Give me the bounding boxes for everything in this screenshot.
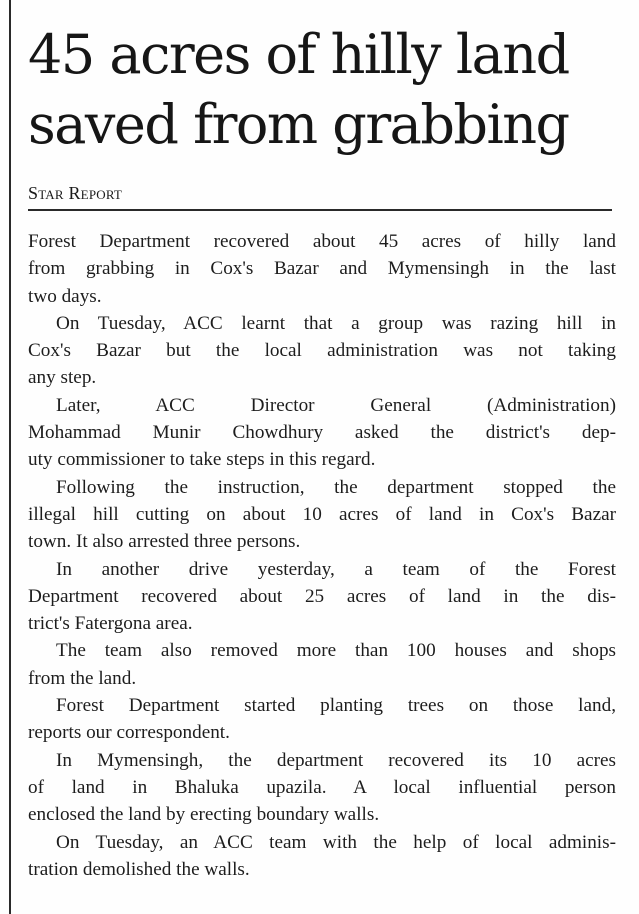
text-line: of land in Bhaluka upazila. A local influential person (28, 776, 616, 798)
text-line: In another drive yesterday, a team of the Forest (56, 558, 616, 580)
headline-line: 45 acres of hilly land (28, 23, 569, 86)
text-line: Department recovered about 25 acres of land in the dis- (28, 585, 616, 607)
column-rule (9, 0, 11, 914)
text-line: Later, ACC Director General (Administration) (56, 394, 616, 416)
text-line: trict's Fatergona area. (28, 613, 193, 635)
text-line: reports our correspondent. (28, 722, 230, 744)
text-line: tration demolished the walls. (28, 858, 250, 880)
text-line: enclosed the land by erecting boundary walls. (28, 804, 380, 826)
text-line: Cox's Bazar but the local administration was not taking (28, 340, 616, 362)
paragraph (28, 556, 616, 638)
paragraph (28, 310, 616, 392)
text-line: The team also removed more than 100 houses and shops (56, 640, 616, 662)
paragraph (28, 474, 616, 556)
byline: Star Report (28, 183, 123, 203)
article-body (28, 228, 616, 883)
text-line: uty commissioner to take steps in this regard. (28, 449, 376, 471)
text-line: Forest Department started planting trees on those land, (56, 695, 616, 717)
text-line: Following the instruction, the department stopped the (56, 476, 616, 498)
text-line: In Mymensingh, the department recovered its 10 acres (56, 749, 616, 771)
text-line: from grabbing in Cox's Bazar and Mymensingh in the last (28, 258, 616, 280)
text-line: from the land. (28, 667, 137, 689)
paragraph (28, 829, 616, 884)
text-line: illegal hill cutting on about 10 acres of land in Cox's Bazar (28, 503, 616, 525)
paragraph (28, 692, 616, 747)
text-line: On Tuesday, an ACC team with the help of local adminis- (56, 831, 616, 853)
paragraph (28, 392, 616, 474)
text-line: town. It also arrested three persons. (28, 531, 301, 553)
byline-divider (28, 209, 612, 211)
headline (28, 20, 628, 160)
headline-line: saved from grabbing (28, 93, 569, 156)
text-line: On Tuesday, ACC learnt that a group was razing hill in (56, 312, 616, 334)
text-line: Forest Department recovered about 45 acres of hilly land (28, 231, 616, 252)
paragraph (28, 228, 616, 310)
paragraph (28, 747, 616, 829)
text-line: two days. (28, 285, 102, 307)
text-line: any step. (28, 367, 97, 389)
text-line: Mohammad Munir Chowdhury asked the district's dep- (28, 422, 616, 444)
paragraph (28, 637, 616, 692)
